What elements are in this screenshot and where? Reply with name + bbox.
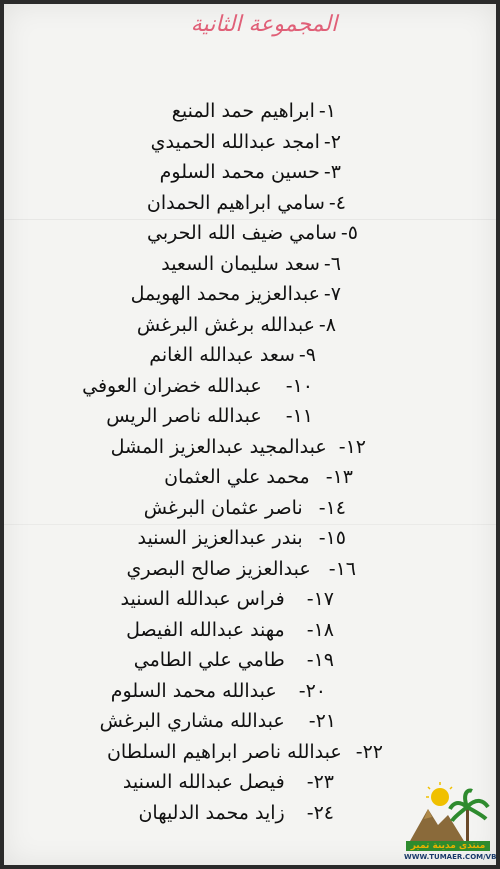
item-number: ٢٠- bbox=[298, 679, 326, 702]
name-list bbox=[4, 96, 496, 828]
list-item bbox=[4, 615, 496, 646]
item-name: بندر عبدالعزيز السنيد bbox=[137, 527, 303, 549]
item-name: عبدالله ناصر الريس bbox=[106, 405, 262, 427]
item-name: عبدالله خضران العوفي bbox=[82, 374, 262, 397]
list-item bbox=[4, 462, 496, 493]
item-number: ٣- bbox=[323, 161, 341, 183]
item-number: ١٩- bbox=[306, 649, 334, 671]
list-item bbox=[4, 523, 496, 554]
list-item bbox=[4, 340, 496, 371]
list-item bbox=[4, 676, 496, 707]
item-number: ٢٢- bbox=[355, 740, 383, 763]
item-name: طامي علي الطامي bbox=[133, 649, 285, 671]
item-number: ٢- bbox=[323, 130, 341, 153]
item-number: ١٢- bbox=[338, 435, 366, 458]
list-item bbox=[4, 645, 496, 676]
item-name: سامي ضيف الله الحربي bbox=[147, 222, 337, 244]
item-number: ١٧- bbox=[306, 588, 334, 610]
list-item bbox=[4, 188, 496, 219]
page-heading: المجموعة الثانية bbox=[190, 12, 338, 37]
item-number: ١٦- bbox=[328, 557, 356, 580]
item-name: محمد علي العثمان bbox=[164, 466, 310, 488]
forum-name: منتدى مدينة تمير bbox=[410, 841, 486, 851]
item-number: ٢٣- bbox=[306, 771, 334, 793]
list-item bbox=[4, 157, 496, 188]
item-name: فراس عبدالله السنيد bbox=[120, 588, 285, 610]
item-number: ٧- bbox=[323, 283, 341, 305]
item-name: سعد عبدالله الغانم bbox=[149, 344, 295, 366]
item-number: ٦- bbox=[323, 252, 341, 275]
item-number: ١٣- bbox=[325, 466, 353, 488]
list-item bbox=[4, 401, 496, 432]
item-number: ١٤- bbox=[318, 496, 346, 519]
item-name: عبدالعزيز صالح البصري bbox=[126, 557, 311, 580]
item-number: ١١- bbox=[285, 405, 313, 427]
document-page bbox=[4, 4, 496, 865]
item-name: فيصل عبدالله السنيد bbox=[122, 771, 285, 793]
list-item bbox=[4, 706, 496, 737]
list-item bbox=[4, 279, 496, 310]
item-number: ٢١- bbox=[308, 710, 336, 732]
list-item bbox=[4, 371, 496, 402]
item-name: امجد عبدالله الحميدي bbox=[150, 130, 320, 153]
item-number: ٥- bbox=[340, 222, 358, 244]
item-name: حسين محمد السلوم bbox=[159, 161, 320, 183]
item-number: ٢٤- bbox=[306, 801, 334, 824]
forum-url[interactable]: WWW.TUMAER.COM/VB bbox=[404, 853, 497, 861]
list-item bbox=[4, 310, 496, 341]
item-number: ٩- bbox=[298, 344, 316, 366]
list-item bbox=[4, 584, 496, 615]
item-number: ١٨- bbox=[306, 618, 334, 641]
item-name: مهند عبدالله الفيصل bbox=[126, 618, 285, 641]
item-name: عبدالله محمد السلوم bbox=[110, 679, 277, 702]
item-name: ابراهيم حمد المنيع bbox=[171, 100, 315, 122]
item-name: سامي ابراهيم الحمدان bbox=[146, 191, 325, 214]
item-name: سعد سليمان السعيد bbox=[161, 252, 320, 275]
list-item bbox=[4, 218, 496, 249]
list-item bbox=[4, 737, 496, 768]
list-item bbox=[4, 493, 496, 524]
list-item bbox=[4, 127, 496, 158]
item-name: ناصر عثمان البرغش bbox=[143, 496, 303, 519]
item-name: عبدالمجيد عبدالعزيز المشل bbox=[110, 435, 327, 458]
list-item bbox=[4, 554, 496, 585]
item-name: عبدالله برغش البرغش bbox=[136, 313, 315, 336]
list-item bbox=[4, 432, 496, 463]
item-number: ١- bbox=[318, 100, 336, 122]
item-number: ١٥- bbox=[318, 527, 346, 549]
item-name: عبدالعزيز محمد الهويمل bbox=[130, 283, 320, 305]
item-name: عبدالله مشاري البرغش bbox=[99, 710, 285, 732]
list-item bbox=[4, 249, 496, 280]
item-number: ٤- bbox=[328, 191, 346, 214]
item-name: عبدالله ناصر ابراهيم السلطان bbox=[106, 740, 342, 763]
list-item bbox=[4, 96, 496, 127]
item-number: ١٠- bbox=[285, 374, 313, 397]
item-name: زايد محمد الدليهان bbox=[138, 801, 285, 824]
item-number: ٨- bbox=[318, 313, 336, 336]
